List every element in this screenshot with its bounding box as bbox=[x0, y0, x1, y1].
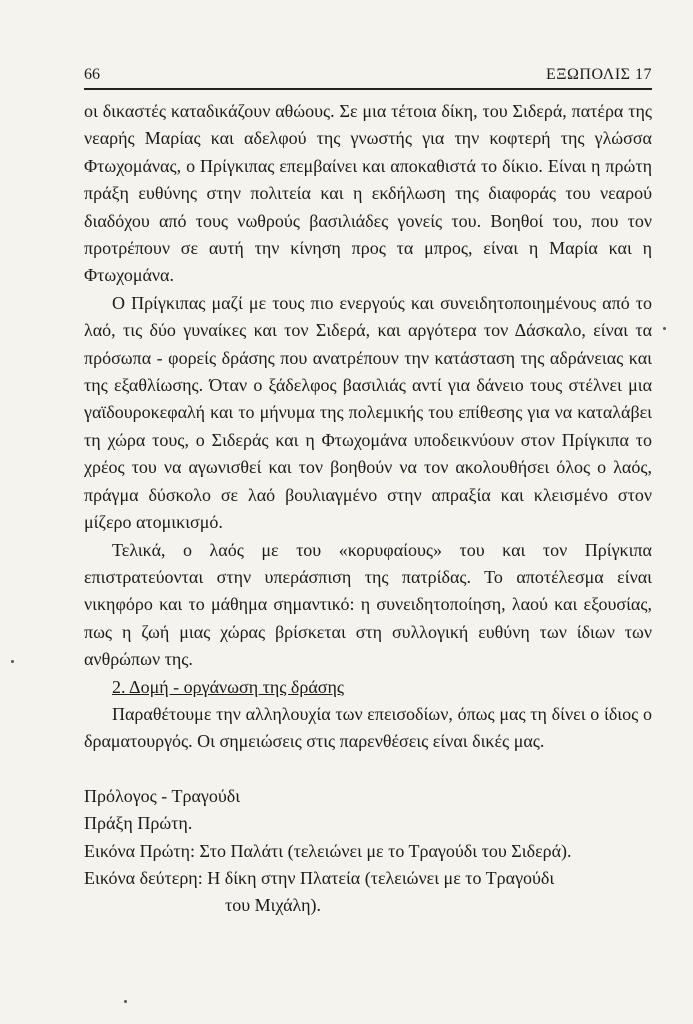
section-intro: Παραθέτουμε την αλληλουχία των επεισοδίων, όπως μας τη δίνει ο ίδιος ο δραματουργός. Οι σημειώσεις στις παρενθέσεις είναι δικές μας. bbox=[84, 703, 652, 752]
page-body bbox=[84, 98, 652, 920]
section-heading bbox=[84, 674, 652, 701]
paragraph: Ο Πρίγκιπας μαζί με τους πιο ενεργούς και συνειδητοποιημένους από το λαό, τις δύο γυναίκες και τον Σιδερά, και αργότερα τον Δάσκαλο, είναι τα πρόσωπα - φορείς δράσης που ανατρέπουν την κατάσταση της αδράνειας και της εξαθλίωσης. Όταν ο ξάδελφος βασιλιάς αντί για δάνειο τους στέλνει μια γαϊδουροκεφαλή και το μήνυμα της πολεμικής του επίθεσης για να καταλάβει τη χώρα τους, ο Σιδεράς και η Φτωχομάνα υποδεικνύουν στον Πρίγκιπα το χρέος του να αγωνισθεί και τον βοηθούν να τον ακολουθήσει όλος ο λαός, πράγμα δύσκολο σε λαό βουλιαγμένο στην απραξία και κλεισμένο στον μίζερο ατομικισμό. bbox=[84, 292, 652, 533]
page-number: 66 bbox=[84, 66, 100, 83]
page-header bbox=[84, 66, 652, 90]
paragraph-continuation: οι δικαστές καταδικάζουν αθώους. Σε μια τέτοια δίκη, του Σιδερά, πατέρα της νεαρής Μαρίας και αδελφού της γνωστής για την κοφτερή της γλώσσα Φτωχομάνας, ο Πρίγκιπας επεμβαίνει και αποκαθιστά το δίκιο. Είναι η πρώτη πράξη ευθύνης στην πολιτεία και η εκδήλωση της διαφοράς του νεαρού διαδόχου από τους νωθρούς βασιλιάδες γονείς του. Βοηθοί του, που τον προτρέπουν σε αυτή την κίνηση προς τα μπρος, είναι η Μαρία και η Φτωχομάνα. bbox=[84, 101, 652, 286]
running-title: ΕΞΩΠΟΛΙΣ 17 bbox=[545, 66, 652, 83]
episode-line: Εικόνα Πρώτη: Στο Παλάτι (τελειώνει με το Τραγούδι του Σιδερά). bbox=[84, 840, 572, 861]
scan-speck bbox=[124, 1000, 127, 1003]
section-heading-text: 2. Δομή - οργάνωση της δράσης bbox=[112, 676, 345, 697]
episode-line: Πρόλογος - Τραγούδι bbox=[84, 785, 241, 806]
episode-line: Πράξη Πρώτη. bbox=[84, 813, 193, 834]
episode-line-continuation: του Μιχάλη). bbox=[225, 895, 321, 916]
scan-speck bbox=[11, 660, 14, 663]
episode-list bbox=[84, 783, 652, 920]
paragraph: Τελικά, ο λαός με του «κορυφαίους» του και τον Πρίγκιπα επιστρατεύονται στην υπεράσπιση της πατρίδας. Το αποτέλεσμα είναι νικηφόρο και το μάθημα σημαντικό: η συνειδητοποίηση, λαού και εξουσίας, πως η ζωή μιας χώρας βρίσκεται στη συλλογική ευθύνη των ίδιων των ανθρώπων της. bbox=[84, 539, 652, 670]
scan-speck bbox=[663, 327, 666, 330]
episode-line: Εικόνα δεύτερη: Η δίκη στην Πλατεία (τελειώνει με το Τραγούδι bbox=[84, 867, 555, 888]
